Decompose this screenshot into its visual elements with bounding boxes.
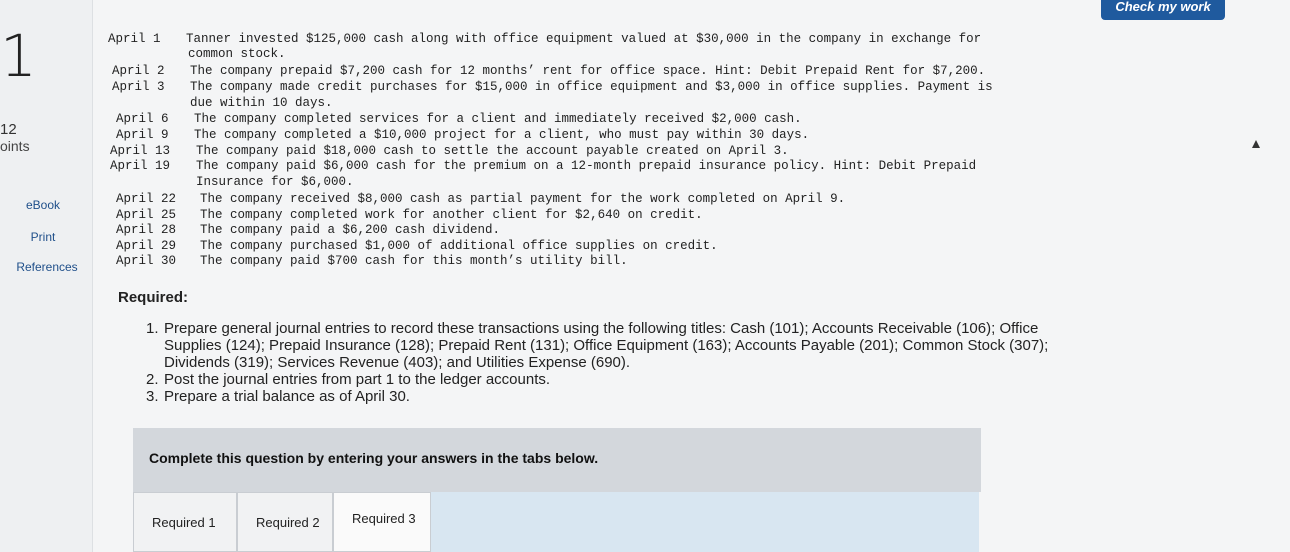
transaction-row xyxy=(116,128,809,142)
transaction-date: April 29 xyxy=(116,239,177,253)
required-item xyxy=(146,320,1076,371)
transaction-date: April 1 xyxy=(108,32,161,46)
left-sidebar xyxy=(0,0,93,552)
required-list xyxy=(146,320,1076,405)
instruction-text: Complete this question by entering your answers in the tabs below. xyxy=(149,450,599,466)
transaction-text: The company made credit purchases for $15,000 in office equipment and $3,000 in office supplies. Payment is xyxy=(190,80,993,94)
required-heading: Required: xyxy=(118,289,189,306)
transaction-date: April 30 xyxy=(116,254,177,268)
transaction-continuation: Insurance for $6,000. xyxy=(196,175,354,189)
points-label: oints xyxy=(0,138,30,154)
transaction-text: The company paid $6,000 cash for the premium on a 12-month prepaid insurance policy. Hint: Debit Prepaid xyxy=(196,159,977,173)
tab-required-1[interactable]: Required 1 xyxy=(133,492,237,552)
transaction-row xyxy=(116,223,500,237)
transaction-text: The company purchased $1,000 of additional office supplies on credit. xyxy=(200,239,718,253)
transaction-text: The company received $8,000 cash as partial payment for the work completed on April 9. xyxy=(200,192,846,206)
print-link[interactable]: Print xyxy=(30,230,56,244)
required-item-number: 1. xyxy=(146,320,159,337)
ebook-link[interactable]: eBook xyxy=(25,198,61,212)
transaction-text: The company prepaid $7,200 cash for 12 months’ rent for office space. Hint: Debit Prepaid Rent for $7,200. xyxy=(190,64,986,78)
transaction-date: April 22 xyxy=(116,192,177,206)
transaction-date: April 19 xyxy=(110,159,171,173)
transaction-text: The company paid $18,000 cash to settle the account payable created on April 3. xyxy=(196,144,789,158)
transaction-date: April 2 xyxy=(112,64,165,78)
points-display xyxy=(0,122,30,154)
transaction-date: April 9 xyxy=(116,128,169,142)
tab-required-3[interactable]: Required 3 xyxy=(333,492,431,552)
points-value: 12 xyxy=(0,121,17,138)
transaction-date: April 3 xyxy=(112,80,165,94)
transaction-date: April 13 xyxy=(110,144,171,158)
transaction-continuation: common stock. xyxy=(188,47,286,61)
required-item-text: Prepare general journal entries to record these transactions using the following titles: Cash (101); Accounts Receivable (106); Office Supplies (124); Prepaid Insurance (128); Prepaid Rent (131); Office Equipment (163); Accounts Payable (201); Common Stock (307); Dividends (319); Services Revenue (403); and Utilities Expense (690). xyxy=(164,320,1049,371)
transaction-text: The company paid a $6,200 cash dividend. xyxy=(200,223,501,237)
mouse-cursor-icon xyxy=(1252,140,1260,148)
references-link[interactable]: References xyxy=(16,260,78,274)
instruction-banner xyxy=(133,428,981,492)
transaction-row xyxy=(112,64,985,78)
required-item-text: Post the journal entries from part 1 to the ledger accounts. xyxy=(164,371,551,388)
required-item-number: 2. xyxy=(146,371,159,388)
required-item-number: 3. xyxy=(146,388,159,405)
transaction-text: The company completed services for a client and immediately received $2,000 cash. xyxy=(194,112,802,126)
required-item xyxy=(146,388,1076,405)
transaction-row xyxy=(116,112,802,126)
transaction-text: The company completed a $10,000 project for a client, who must pay within 30 days. xyxy=(194,128,810,142)
tab-bar xyxy=(133,492,979,552)
transaction-date: April 28 xyxy=(116,223,177,237)
transaction-date: April 25 xyxy=(116,208,177,222)
required-item xyxy=(146,371,1076,388)
transaction-text: The company paid $700 cash for this month’s utility bill. xyxy=(200,254,628,268)
transaction-row xyxy=(108,32,981,46)
transaction-row xyxy=(116,254,628,268)
transaction-text: Tanner invested $125,000 cash along with office equipment valued at $30,000 in the company in exchange for xyxy=(186,32,982,46)
check-my-work-button[interactable]: Check my work xyxy=(1101,0,1225,20)
transaction-row xyxy=(116,208,703,222)
transaction-row xyxy=(116,192,845,206)
transaction-row xyxy=(110,144,789,158)
required-item-text: Prepare a trial balance as of April 30. xyxy=(164,388,410,405)
tab-required-2[interactable]: Required 2 xyxy=(237,492,333,552)
transaction-row xyxy=(112,80,993,94)
transaction-date: April 6 xyxy=(116,112,169,126)
transaction-row xyxy=(110,159,976,173)
question-number: 1 xyxy=(0,22,37,90)
transaction-row xyxy=(116,239,718,253)
transaction-continuation: due within 10 days. xyxy=(190,96,333,110)
transaction-text: The company completed work for another client for $2,640 on credit. xyxy=(200,208,703,222)
